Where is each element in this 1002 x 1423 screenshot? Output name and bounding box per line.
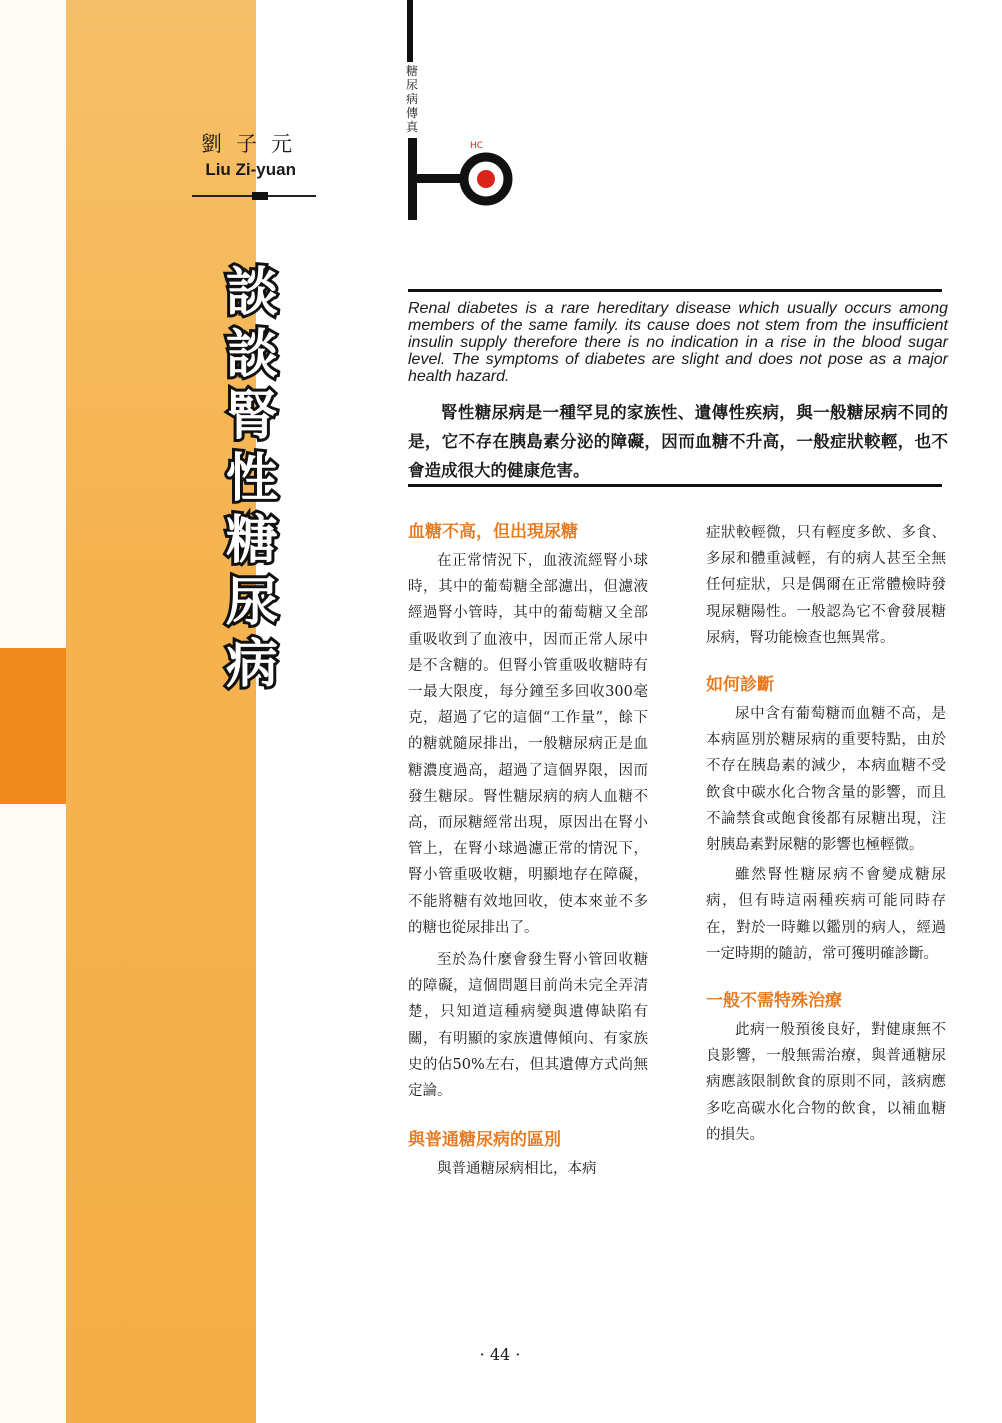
article-title: 談談腎性糖尿病 <box>225 263 278 695</box>
abstract-bottom-rule <box>408 484 942 487</box>
paragraph: 至於為什麼會發生腎小管回收糖的障礙，這個問題目前尚未完全弄清楚，只知道這種病變與遺傳缺陷有關，有明顯的家族遺傳傾向、有家族史的佔50%左右，但其遺傳方式尚無定論。 <box>408 952 648 1100</box>
author-name-chinese: 劉子元 <box>201 132 306 156</box>
section-heading: 與普通糖尿病的區別 <box>408 1130 561 1151</box>
abstract-english: Renal diabetes is a rare hereditary disease which usually occurs among members of the same family. its cause does not stem from the insufficient insulin supply therefore there is no indication in a rise in the blood sugar level. The symptoms of diabetes are slight and does not pose as a major health hazard. <box>408 300 948 385</box>
paragraph: 尿中含有葡萄糖而血糖不高，是本病區別於糖尿病的重要特點，由於不存在胰島素的減少，本病血糖不受飲食中碳水化合物含量的影響，而且不論禁食或飽食後都有尿糖出現，注射胰島素對尿糖的影響也極輕微。 <box>706 706 946 854</box>
series-bar <box>407 0 413 62</box>
series-label: 糖尿病傳真 <box>406 64 419 134</box>
paragraph: 與普通糖尿病相比，本病 <box>437 1161 597 1178</box>
logo-text: HC <box>470 141 484 151</box>
section-heading: 血糖不高，但出現尿糖 <box>408 522 578 542</box>
abstract-top-rule <box>408 289 942 292</box>
page-number: · 44 · <box>479 1345 521 1364</box>
orange-side-band <box>66 0 256 1423</box>
paragraph: 此病一般預後良好，對健康無不良影響，一般無需治療，與普通糖尿病應該限制飲食的原則不同，該病應多吃高碳水化合物的飲食，以補血糖的損失。 <box>706 1022 946 1143</box>
author-name-english: Liu Zi-yuan <box>205 160 296 179</box>
orange-tab-marker <box>0 648 66 804</box>
paragraph: 在正常情況下，血液流經腎小球時，其中的葡萄糖全部濾出，但濾液經過腎小管時，其中的葡萄糖又全部重吸收到了血液中，因而正常人尿中是不含糖的。但腎小管重吸收糖時有一最大限度，每分鐘至多回收300毫克，超過了它的這個“工作量”，餘下的糖就隨尿排出，一般糖尿病正是血糖濃度過高，超過了這個界限，因而發生糖尿。腎性糖尿病的病人血糖不高，而尿糖經常出現，原因出在腎小管上，在腎小球過濾正常的情況下，腎小管重吸收糖，明顯地存在障礙，不能將糖有效地回收，使本來並不多的糖也從尿排出了。 <box>408 553 648 936</box>
paragraph: 雖然腎性糖尿病不會變成糖尿病，但有時這兩種疾病可能同時存在，對於一時難以鑑別的病人，經過一定時期的隨訪，常可獲明確診斷。 <box>706 867 946 962</box>
paragraph: 症狀較輕微，只有輕度多飲、多食、多尿和體重減輕，有的病人甚至全無任何症狀，只是偶爾在正常體檢時發現尿糖陽性。一般認為它不會發展糖尿病，腎功能檢查也無異常。 <box>706 525 946 646</box>
section-heading: 一般不需特殊治療 <box>706 991 842 1012</box>
body-column-1 <box>408 520 648 1182</box>
series-logo <box>400 138 515 220</box>
body-column-2 <box>706 520 946 1148</box>
author-divider-mark <box>252 192 268 200</box>
abstract-chinese: 腎性糖尿病是一種罕見的家族性、遺傳性疾病，與一般糖尿病不同的是，它不存在胰島素分泌的障礙，因而血糖不升高，一般症狀較輕，也不會造成很大的健康危害。 <box>408 403 948 480</box>
section-heading: 如何診斷 <box>706 675 774 696</box>
